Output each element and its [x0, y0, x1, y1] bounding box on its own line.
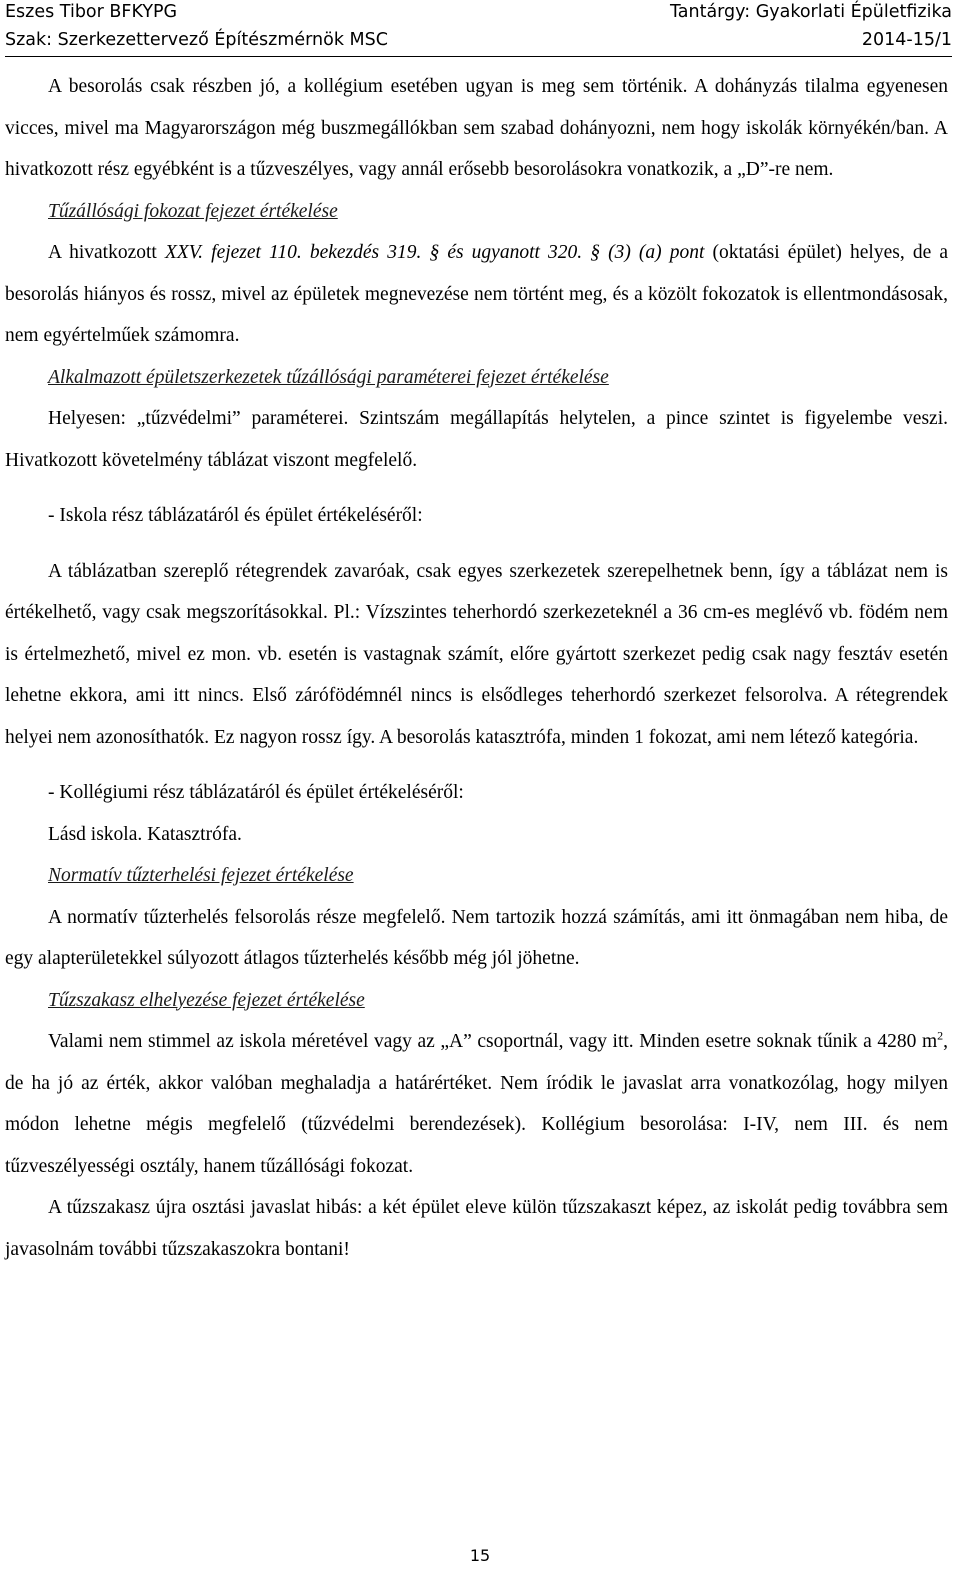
bullet-school: - Iskola rész táblázatáról és épület értékeléséről: [48, 505, 423, 526]
legal-reference: XXV. fejezet 110. bekezdés 319. § és ugyanott 320. § (3) (a) pont [164, 242, 705, 263]
header-author: Eszes Tibor BFKYPG [5, 2, 178, 22]
spacer [5, 758, 948, 772]
superscript-squared: 2 [937, 1028, 944, 1043]
compartment-text-rest: , de ha jó az érték, akkor valóban meghaladja a határértéket. Nem íródik le javaslat arra vonatkozólag, hogy milyen módon lehetne mégis megfelelő (tűzvédelmi berendezések). Kollégium besorolása: I-IV, nem III. és nem tűzveszélyességi osztály, hanem tűzállósági fokozat. [5, 1031, 948, 1177]
paragraph-compartment [5, 1021, 948, 1187]
header-major: Szak: Szerkezettervező Építészmérnök MSC [5, 30, 388, 50]
paragraph-classification: A besorolás csak részben jó, a kollégium esetében ugyan is meg sem történik. A dohányzás tilalma egyenesen vicces, mivel ma Magyarországon még buszmegállókban sem szabad dohányozni, nem hogy iskolák környékén/ban. A hivatkozott rész egyébként is a tűzveszélyes, vagy annál erősebb besorolásokra vonatkozik, a „D”-re nem. [5, 76, 948, 180]
header-divider [5, 56, 952, 57]
section-heading-structures: Alkalmazott épületszerkezetek tűzállósági paraméterei fejezet értékelése [48, 366, 609, 388]
section-heading-fire-resistance: Tűzállósági fokozat fejezet értékelése [48, 200, 338, 222]
paragraph-dormitory: Lásd iskola. Katasztrófa. [48, 823, 242, 845]
page-number: 15 [469, 1546, 491, 1565]
document-body [5, 66, 948, 1270]
reference-rest: (oktatási épület) helyes, de a besorolás hiányos és rossz, mivel az épületek megnevezése nem történt meg, és a közölt fokozatok is ellentmondásosak, nem egyértelműek számomra. [5, 242, 948, 346]
paragraph-reference [5, 232, 948, 357]
section-heading-fire-load: Normatív tűzterhelési fejezet értékelése [48, 865, 354, 886]
paragraph-school-table: A táblázatban szereplő rétegrendek zavaróak, csak egyes szerkezetek szerepelhetnek benn, így a táblázat nem is értékelhető, vagy csak megszorításokkal. Pl.: Vízszintes teherhordó szerkezeteknél a 36 cm-es meglévő vb. födém nem is értelmezhető, mivel ez mon. vb. esetén is vastagnak számít, előre gyártott szerkezet pedig csak nagy fesztáv esetén lehetne ekkora, ami itt nincs. Első zárófödémnél nincs is elsődleges teherhordó szerkezet felsorolva. A rétegrendek helyei nem azonosíthatók. Ez nagyon rossz így. A besorolás katasztrófa, minden 1 fokozat, ami nem létező kategória. [5, 560, 948, 748]
bullet-dormitory: - Kollégiumi rész táblázatáról és épület értékeléséről: [48, 782, 464, 803]
compartment-text-start: Valami nem stimmel az iskola méretével vagy az „A” csoportnál, vagy itt. Minden esetre soknak tűnik a 4280 m [48, 1031, 938, 1052]
header-semester: 2014-15/1 [861, 30, 952, 50]
paragraph-fire-load: A normatív tűzterhelés felsorolás része megfelelő. Nem tartozik hozzá számítás, ami itt önmagában nem hiba, de egy alapterületekkel súlyozott átlagos tűzterhelés később még jól jöhetne. [5, 906, 948, 969]
paragraph-compartment-proposal: A tűzszakasz újra osztási javaslat hibás: a két épület eleve külön tűzszakaszt képez, az iskolát pedig továbbra sem javasolnám további tűzszakaszokra bontani! [5, 1197, 948, 1260]
spacer [5, 481, 948, 495]
paragraph-parameters: Helyesen: „tűzvédelmi” paraméterei. Szintszám megállapítás helytelen, a pince szintet is figyelembe veszi. Hivatkozott követelmény táblázat viszont megfelelő. [5, 408, 948, 471]
header-subject: Tantárgy: Gyakorlati Épületfizika [669, 2, 952, 22]
spacer [5, 537, 948, 551]
reference-intro: A hivatkozott [48, 242, 165, 263]
section-heading-fire-compartment: Tűzszakasz elhelyezése fejezet értékelése [48, 989, 365, 1011]
